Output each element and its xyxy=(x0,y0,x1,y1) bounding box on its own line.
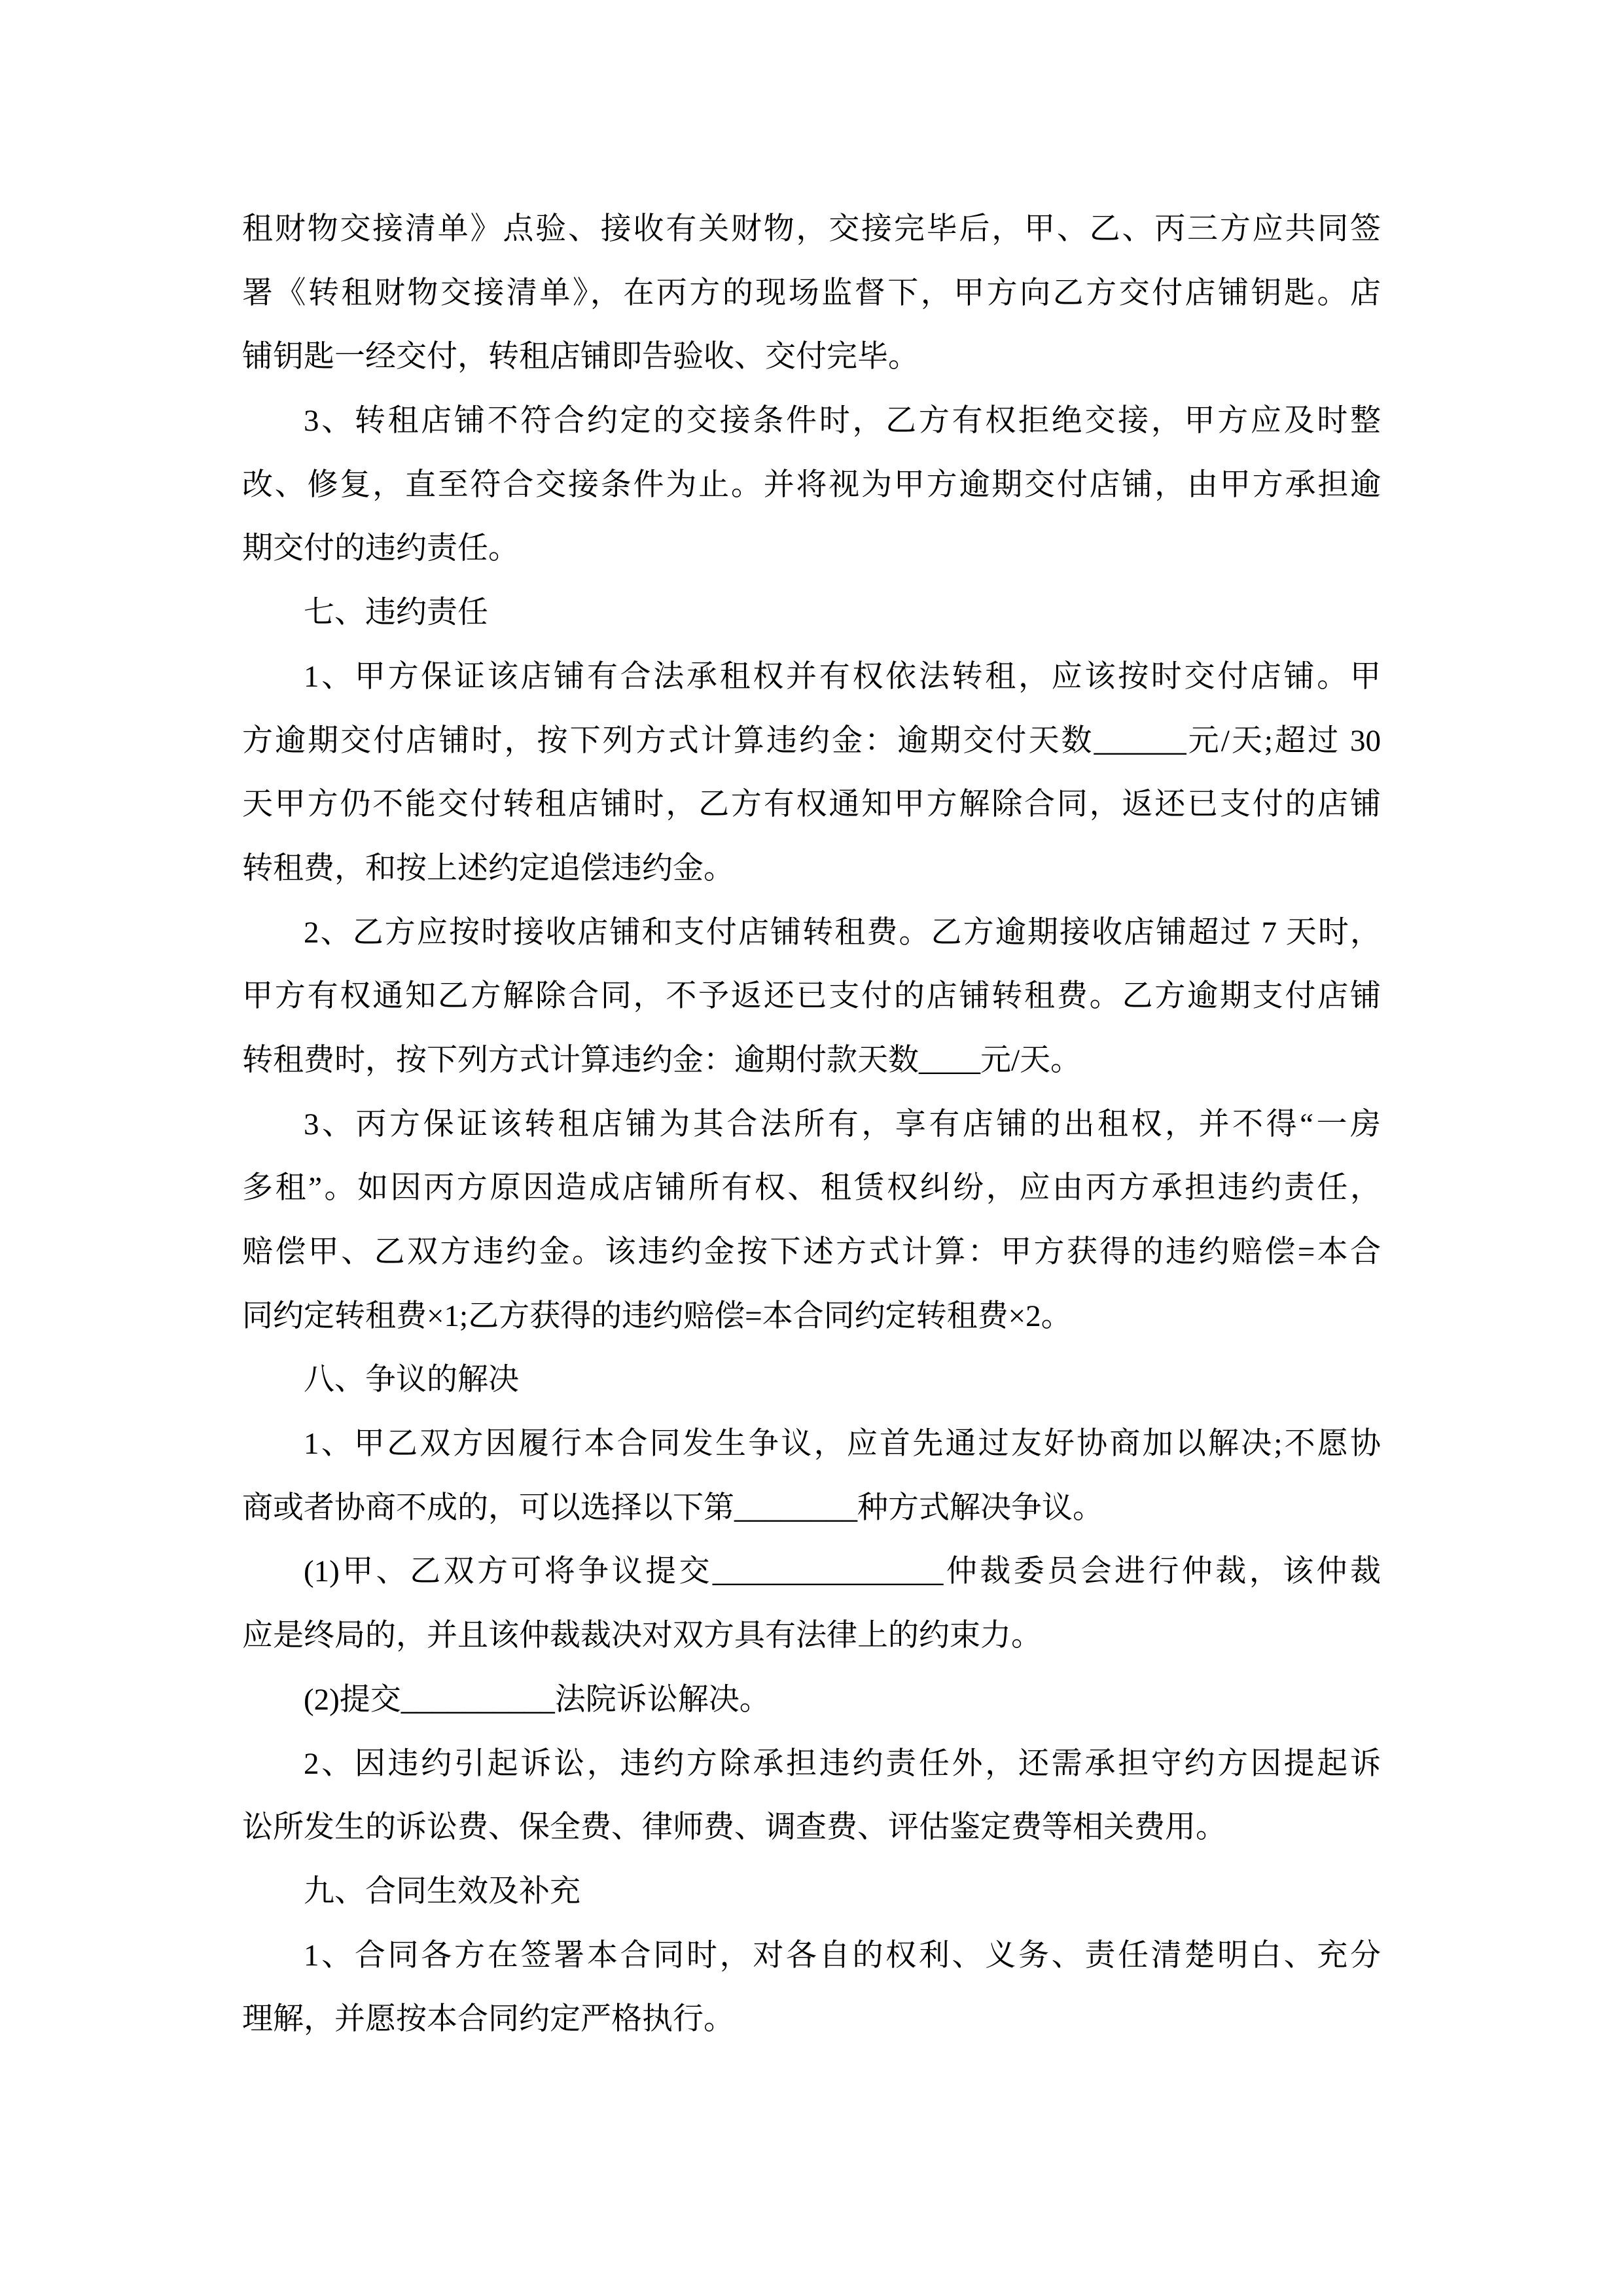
text-line: 署《转租财物交接清单》，在丙方的现场监督下，甲方向乙方交付店铺钥匙。店 xyxy=(242,276,1381,310)
document-body xyxy=(242,198,1381,2052)
text-line: 应是终局的，并且该仲裁裁决对双方具有法律上的约束力。 xyxy=(242,1619,1042,1653)
text-line: 租财物交接清单》点验、接收有关财物，交接完毕后，甲、乙、丙三方应共同签 xyxy=(242,212,1381,246)
text-line: 多租”。如因丙方原因造成店铺所有权、租赁权纠纷，应由丙方承担违约责任， xyxy=(242,1171,1381,1206)
text-line: 1、甲乙双方因履行本合同发生争议，应首先通过友好协商加以解决;不愿协 xyxy=(304,1427,1381,1462)
text-line: 同约定转租费×1;乙方获得的违约赔偿=本合同约定转租费×2。 xyxy=(242,1299,1072,1333)
text-line: 改、修复，直至符合交接条件为止。并将视为甲方逾期交付店铺，由甲方承担逾 xyxy=(242,467,1381,502)
text-line: 转租费，和按上述约定追偿违约金。 xyxy=(242,851,734,886)
text-line: 2、因违约引起诉讼，违约方除承担违约责任外，还需承担守约方因提起诉 xyxy=(304,1746,1381,1781)
text-line: (2)提交__________法院诉讼解决。 xyxy=(304,1682,770,1717)
text-line: 九、合同生效及补充 xyxy=(304,1874,580,1909)
text-line: 八、争议的解决 xyxy=(304,1363,519,1397)
text-line: 商或者协商不成的，可以选择以下第________种方式解决争议。 xyxy=(242,1490,1103,1525)
text-line: 甲方有权通知乙方解除合同，不予返还已支付的店铺转租费。乙方逾期支付店铺 xyxy=(242,979,1381,1014)
text-line: 转租费时，按下列方式计算违约金：逾期付款天数____元/天。 xyxy=(242,1043,1082,1077)
text-line: (1)甲、乙双方可将争议提交_______________仲裁委员会进行仲裁，该仲裁 xyxy=(304,1554,1381,1589)
text-line: 3、转租店铺不符合约定的交接条件时，乙方有权拒绝交接，甲方应及时整 xyxy=(304,404,1381,439)
text-line: 1、甲方保证该店铺有合法承租权并有权依法转租，应该按时交付店铺。甲 xyxy=(304,659,1381,694)
text-line: 讼所发生的诉讼费、保全费、律师费、调查费、评估鉴定费等相关费用。 xyxy=(242,1810,1226,1845)
text-line: 铺钥匙一经交付，转租店铺即告验收、交付完毕。 xyxy=(242,340,919,374)
text-line: 天甲方仍不能交付转租店铺时，乙方有权通知甲方解除合同，返还已支付的店铺 xyxy=(242,787,1381,822)
text-line: 2、乙方应按时接收店铺和支付店铺转租费。乙方逾期接收店铺超过 7 天时， xyxy=(304,915,1381,950)
text-line: 方逾期交付店铺时，按下列方式计算违约金：逾期交付天数______元/天;超过 30 xyxy=(242,723,1381,758)
text-line: 3、丙方保证该转租店铺为其合法所有，享有店铺的出租权，并不得“一房 xyxy=(304,1107,1381,1141)
text-line: 期交付的违约责任。 xyxy=(242,531,519,566)
text-line: 七、违约责任 xyxy=(304,596,488,630)
text-line: 赔偿甲、乙双方违约金。该违约金按下述方式计算：甲方获得的违约赔偿=本合 xyxy=(242,1235,1381,1269)
text-line: 1、合同各方在签署本合同时，对各自的权利、义务、责任清楚明白、充分 xyxy=(304,1938,1381,1973)
text-line: 理解，并愿按本合同约定严格执行。 xyxy=(242,2002,734,2037)
